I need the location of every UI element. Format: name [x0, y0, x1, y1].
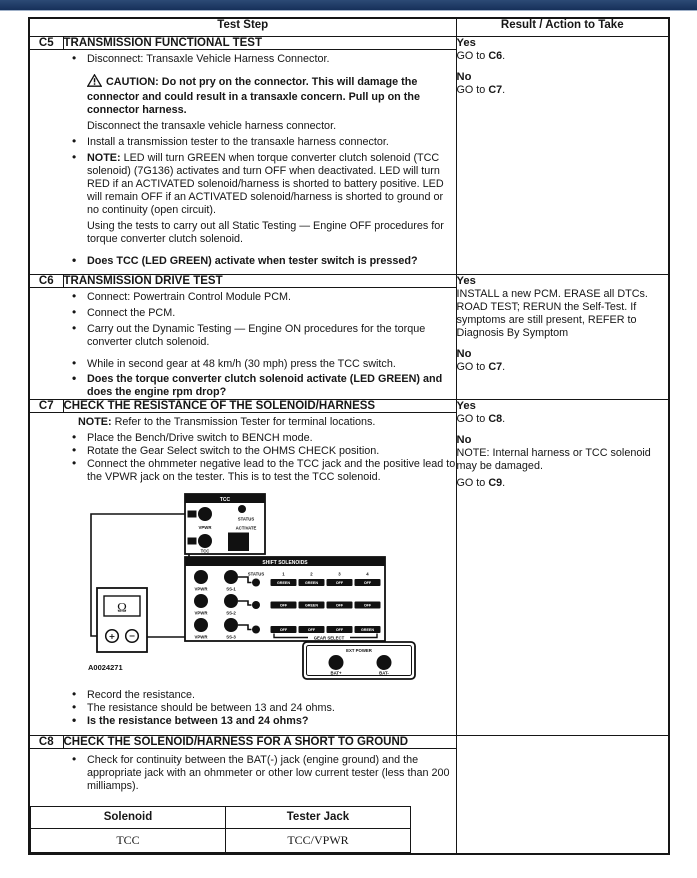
tcc-jack-icon [198, 534, 212, 548]
test-question: • Does TCC (LED GREEN) activate when tester switch is pressed? [30, 255, 456, 268]
vpwr-jack-icon [198, 507, 212, 521]
tester-jack-col-header: Tester Jack [226, 807, 411, 829]
svg-text:SS-3: SS-3 [226, 634, 236, 640]
step-c5-body [29, 50, 456, 275]
test-instruction: • While in second gear at 48 km/h (30 mph) press the TCC switch. [30, 358, 456, 371]
ss2-jack-icon [224, 594, 238, 608]
solenoid-table-header-row [31, 807, 411, 829]
svg-text:1: 1 [282, 571, 285, 577]
svg-text:ACTIVATE: ACTIVATE [235, 525, 257, 531]
svg-text:4: 4 [366, 571, 369, 577]
solenoid-col-header: Solenoid [31, 807, 226, 829]
svg-text:OFF: OFF [279, 628, 288, 633]
svg-text:−: − [128, 631, 136, 641]
result-c7 [456, 400, 669, 736]
test-instruction: • The resistance should be between 13 and 24 ohms. [30, 702, 456, 715]
table-header-row [29, 18, 669, 37]
test-instruction: • Place the Bench/Drive switch to BENCH mode. [30, 432, 456, 445]
status-led-icon [252, 579, 260, 587]
solenoid-table-row [31, 829, 411, 853]
step-id-c6: C6 [29, 275, 63, 288]
step-c6-body [29, 288, 456, 400]
svg-text:OFF: OFF [363, 581, 372, 586]
step-title-c8: CHECK THE SOLENOID/HARNESS FOR A SHORT TO GROUND [63, 736, 456, 749]
svg-text:OFF: OFF [363, 603, 372, 608]
test-instruction: • Disconnect: Transaxle Vehicle Harness Connector. [30, 53, 456, 66]
result-yes-label: Yes [456, 400, 476, 412]
col-header-result: Result / Action to Take [456, 18, 669, 37]
test-instruction: • Rotate the Gear Select switch to the OHMS CHECK position. [30, 445, 456, 458]
svg-text:OFF: OFF [307, 628, 316, 633]
result-yes-action: GO to C6. [456, 50, 506, 62]
test-instruction: • Check for continuity between the BAT(-) jack (engine ground) and the appropriate jack with an ohmmeter or other low current tester (less than 200 milliamps). [30, 754, 456, 793]
result-no-label: No [456, 434, 472, 446]
step-c7-body [29, 413, 456, 736]
test-instruction: • Record the resistance. [30, 689, 456, 702]
svg-text:VPWR: VPWR [194, 634, 208, 640]
result-c8 [456, 736, 669, 855]
svg-text:EXT POWER: EXT POWER [346, 648, 372, 653]
step-id-c8: C8 [29, 736, 63, 749]
svg-text:GREEN: GREEN [304, 603, 319, 608]
svg-text:SHIFT SOLENOIDS: SHIFT SOLENOIDS [262, 560, 308, 566]
result-no-label: No [456, 71, 472, 83]
col-header-test-step: Test Step [29, 18, 456, 37]
step-c6-title-row [29, 275, 669, 288]
caution-icon [87, 74, 102, 91]
solenoid-cell: TCC [31, 829, 226, 853]
step-id-c5: C5 [29, 37, 63, 50]
result-yes-label: Yes [456, 275, 476, 287]
vpwr-jack-icon [194, 594, 208, 608]
svg-text:GREEN: GREEN [304, 581, 319, 586]
svg-text:GREEN: GREEN [276, 581, 291, 586]
svg-text:OFF: OFF [335, 603, 344, 608]
svg-text:3: 3 [338, 571, 341, 577]
status-led-icon [252, 626, 260, 634]
result-yes-action: INSTALL a new PCM. ERASE all DTCs. ROAD TEST; RERUN the Self-Test. If symptoms are still present, REFER to Diagnosis By Symptom [456, 288, 648, 339]
result-yes-label: Yes [456, 37, 476, 49]
ext-power-box [303, 642, 415, 679]
svg-text:TCC: TCC [200, 548, 210, 554]
tcc-panel [185, 494, 265, 554]
step-title-c5: TRANSMISSION FUNCTIONAL TEST [63, 37, 456, 50]
activate-button-icon [228, 533, 249, 552]
result-no-action: GO to C7. [456, 84, 506, 96]
svg-text:GEAR SELECT: GEAR SELECT [313, 635, 345, 641]
vpwr-jack-icon [194, 618, 208, 632]
step-c8-title-row [29, 736, 669, 749]
test-note: • NOTE: LED will turn GREEN when torque converter clutch solenoid (TCC solenoid) (7G136) activates and turn OFF when deactivated. LED will turn RED if an ACTIVATED solenoid/harness is shorted to battery positive. LED will remain OFF if an ACTIVATED solenoid/harness is shorted to ground or no continuity (open circuit). [30, 152, 456, 217]
svg-text:BAT-: BAT- [379, 670, 389, 676]
svg-text:OFF: OFF [335, 628, 344, 633]
test-question: • Is the resistance between 13 and 24 ohms? [30, 715, 456, 728]
pinpoint-test-table [28, 17, 670, 855]
test-instruction: • Install a transmission tester to the transaxle harness connector. [30, 136, 456, 149]
svg-text:VPWR: VPWR [194, 610, 208, 616]
step-id-c7: C7 [29, 400, 63, 413]
ohmmeter-icon [97, 588, 147, 652]
test-instruction: • Carry out the Dynamic Testing — Engine ON procedures for the torque converter clutch solenoid. [30, 323, 456, 349]
solenoid-jack-table [30, 806, 411, 853]
status-led-icon [238, 505, 246, 513]
step-c7-title-row [29, 400, 669, 413]
figure-id: A0024271 [88, 663, 123, 672]
svg-text:SS-2: SS-2 [226, 610, 236, 616]
svg-text:VPWR: VPWR [194, 586, 208, 592]
plug-icon [188, 511, 197, 518]
tester-jack-cell: TCC/VPWR [226, 829, 411, 853]
step-title-c6: TRANSMISSION DRIVE TEST [63, 275, 456, 288]
test-instruction: Disconnect the transaxle vehicle harness connector. [87, 120, 337, 132]
step-c5-title-row [29, 37, 669, 50]
caution-label: CAUTION: [106, 76, 159, 88]
svg-text:+: + [108, 631, 116, 641]
result-no-label: No [456, 348, 472, 360]
top-title-bar [0, 0, 697, 11]
tester-diagram [88, 489, 456, 685]
plug-icon [188, 538, 197, 545]
result-no-action: GO to C9. [456, 477, 506, 489]
test-instruction: Using the tests to carry out all Static Testing — Engine OFF procedures for torque converter clutch solenoid. [87, 220, 444, 245]
svg-text:TCC: TCC [219, 497, 231, 503]
svg-text:STATUS: STATUS [237, 516, 255, 522]
result-no-action: GO to C7. [456, 361, 506, 373]
caution-note [30, 74, 456, 117]
svg-text:SS-1: SS-1 [226, 586, 236, 592]
svg-text:Ω: Ω [117, 599, 127, 615]
status-led-icon [252, 601, 260, 609]
step-c8-body [29, 749, 456, 855]
test-instruction: • Connect the ohmmeter negative lead to the TCC jack and the positive lead to the VPWR jack on the tester. This is to test the TCC solenoid. [30, 458, 456, 484]
bat-minus-jack-icon [377, 655, 392, 670]
test-instruction: • Connect the PCM. [30, 307, 456, 320]
step-title-c7: CHECK THE RESISTANCE OF THE SOLENOID/HARNESS [63, 400, 456, 413]
caution-text: Do not pry on the connector. This will damage the connector and could result in a transaxle concern. Pull up on the connector harness. [87, 76, 420, 116]
test-question: • Does the torque converter clutch solenoid activate (LED GREEN) and does the engine rpm drop? [30, 373, 456, 399]
svg-text:GREEN: GREEN [360, 628, 375, 633]
svg-text:OFF: OFF [335, 581, 344, 586]
result-c5 [456, 37, 669, 275]
result-yes-action: GO to C8. [456, 413, 506, 425]
shift-solenoids-panel [185, 557, 385, 641]
svg-text:2: 2 [310, 571, 313, 577]
test-note: NOTE: Refer to the Transmission Tester for terminal locations. [78, 416, 376, 428]
ss3-jack-icon [224, 618, 238, 632]
svg-text:VPWR: VPWR [198, 525, 212, 530]
ss1-jack-icon [224, 570, 238, 584]
svg-text:OFF: OFF [279, 603, 288, 608]
bat-plus-jack-icon [329, 655, 344, 670]
svg-text:STATUS: STATUS [247, 571, 265, 577]
test-instruction: • Connect: Powertrain Control Module PCM. [30, 291, 456, 304]
result-c6 [456, 275, 669, 400]
svg-text:BAT+: BAT+ [330, 670, 342, 676]
result-no-note: NOTE: Internal harness or TCC solenoid may be damaged. [456, 447, 651, 472]
vpwr-jack-icon [194, 570, 208, 584]
